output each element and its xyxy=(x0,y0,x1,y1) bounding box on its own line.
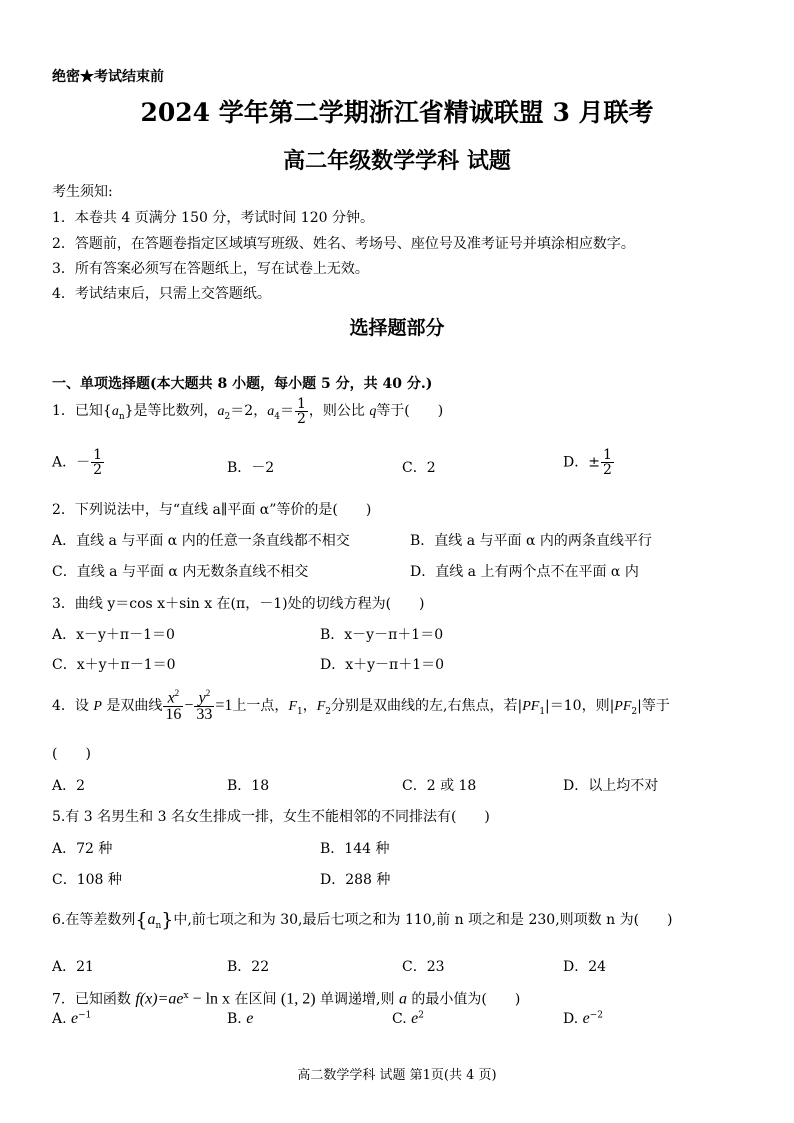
question-2-stem: 2．下列说法中，与“直线 a∥平面 α”等价的是( ) xyxy=(52,502,372,518)
question-6-option-b[interactable]: B．22 xyxy=(227,959,270,975)
question-4-option-d[interactable]: D．以上均不对 xyxy=(563,778,659,794)
part1-heading: 一、单项选择题(本大题共 8 小题，每小题 5 分，共 40 分.) xyxy=(52,376,433,392)
question-2-option-c[interactable]: C．直线 a 与平面 α 内无数条直线不相交 xyxy=(52,564,309,580)
question-3-stem: 3．曲线 y＝cos x＋sin x 在(π，－1)处的切线方程为( ) xyxy=(52,596,425,612)
question-4-stem: 4．设 P 是双曲线 $\frac{x^2}{16}$ − $\frac{y^2}{33}$ =1上一点，$F_1$，$F_2$分别是双曲线的左,右焦点，若$|PF_1|=10$，则$|PF_2|$等于 xyxy=(52,687,670,724)
notice-heading: 考生须知: xyxy=(52,184,113,200)
question-7-option-d[interactable]: D. $e^{-2}$ xyxy=(563,1010,604,1027)
question-1-option-b[interactable]: B．－2 xyxy=(227,460,275,476)
question-7-option-a[interactable]: A. $e^{-1}$ xyxy=(52,1010,92,1027)
question-2-option-d[interactable]: D．直线 a 上有两个点不在平面 α 内 xyxy=(410,564,639,580)
confidential-mark: 绝密★考试结束前 xyxy=(52,69,164,85)
question-5-stem: 5.有 3 名男生和 3 名女生排成一排，女生不能相邻的不同排法有( ) xyxy=(52,809,490,825)
notice-item-3: 3．所有答案必须写在答题纸上，写在试卷上无效。 xyxy=(52,261,369,277)
question-4-option-c[interactable]: C．2 或 18 xyxy=(402,778,477,794)
question-1-option-d[interactable]: D．± $\frac{1}{2}$ xyxy=(563,447,612,478)
question-5-option-d[interactable]: D．288 种 xyxy=(320,872,391,888)
question-6-stem: 6.在等差数列$\{a_n\}$中,前七项之和为 30,最后七项之和为 110,前 n 项之和是 230,则项数 n 为( ) xyxy=(52,909,673,931)
question-3-option-c[interactable]: C．x＋y＋π－1＝0 xyxy=(52,657,176,673)
exam-subtitle: 高二年级数学学科 试题 xyxy=(283,148,511,174)
question-7-option-b[interactable]: B. e xyxy=(227,1010,254,1027)
question-2-option-b[interactable]: B．直线 a 与平面 α 内的两条直线平行 xyxy=(410,533,652,549)
question-5-option-a[interactable]: A．72 种 xyxy=(52,841,113,857)
question-6-option-d[interactable]: D．24 xyxy=(563,959,607,975)
question-6-option-c[interactable]: C．23 xyxy=(402,959,445,975)
question-3-option-b[interactable]: B．x－y－π＋1＝0 xyxy=(320,627,444,643)
page-footer: 高二数学学科 试题 第1页(共 4 页) xyxy=(297,1068,497,1083)
question-6-option-a[interactable]: A．21 xyxy=(52,959,94,975)
question-3-option-a[interactable]: A．x－y＋π－1＝0 xyxy=(52,627,175,643)
notice-item-1: 1．本卷共 4 页满分 150 分，考试时间 120 分钟。 xyxy=(52,210,374,226)
question-5-option-b[interactable]: B．144 种 xyxy=(320,841,390,857)
question-4-paren: ( ) xyxy=(52,746,91,762)
notice-item-2: 2．答题前，在答题卷指定区域填写班级、姓名、考场号、座位号及准考证号并填涂相应数字。 xyxy=(52,236,635,252)
notice-item-4: 4．考试结束后，只需上交答题纸。 xyxy=(52,286,271,302)
question-5-option-c[interactable]: C．108 种 xyxy=(52,872,122,888)
question-4-option-b[interactable]: B．18 xyxy=(227,778,270,794)
question-7-stem: 7．已知函数 $f(x)=ae^x - \ln x$ 在区间 (1, 2) 单调递增,则 a 的最小值为( ) xyxy=(52,990,521,1008)
question-3-option-d[interactable]: D．x＋y－π＋1＝0 xyxy=(320,657,445,673)
question-2-option-a[interactable]: A．直线 a 与平面 α 内的任意一条直线都不相交 xyxy=(52,533,350,549)
section-title: 选择题部分 xyxy=(349,317,445,339)
question-1-stem: 1．已知$\{a_n\}$是等比数列，$a_2=2$，$a_4=$ $\frac{1}{2}$ ，则公比 q等于( ) xyxy=(52,395,444,427)
question-1-option-c[interactable]: C．2 xyxy=(402,460,436,476)
question-7-option-c[interactable]: C. $e^2$ xyxy=(392,1010,424,1027)
question-1-option-a[interactable]: A．－ $\frac{1}{2}$ xyxy=(52,447,103,478)
exam-title: 2024 学年第二学期浙江省精诚联盟 3 月联考 xyxy=(140,98,654,127)
question-4-option-a[interactable]: A．2 xyxy=(52,778,86,794)
